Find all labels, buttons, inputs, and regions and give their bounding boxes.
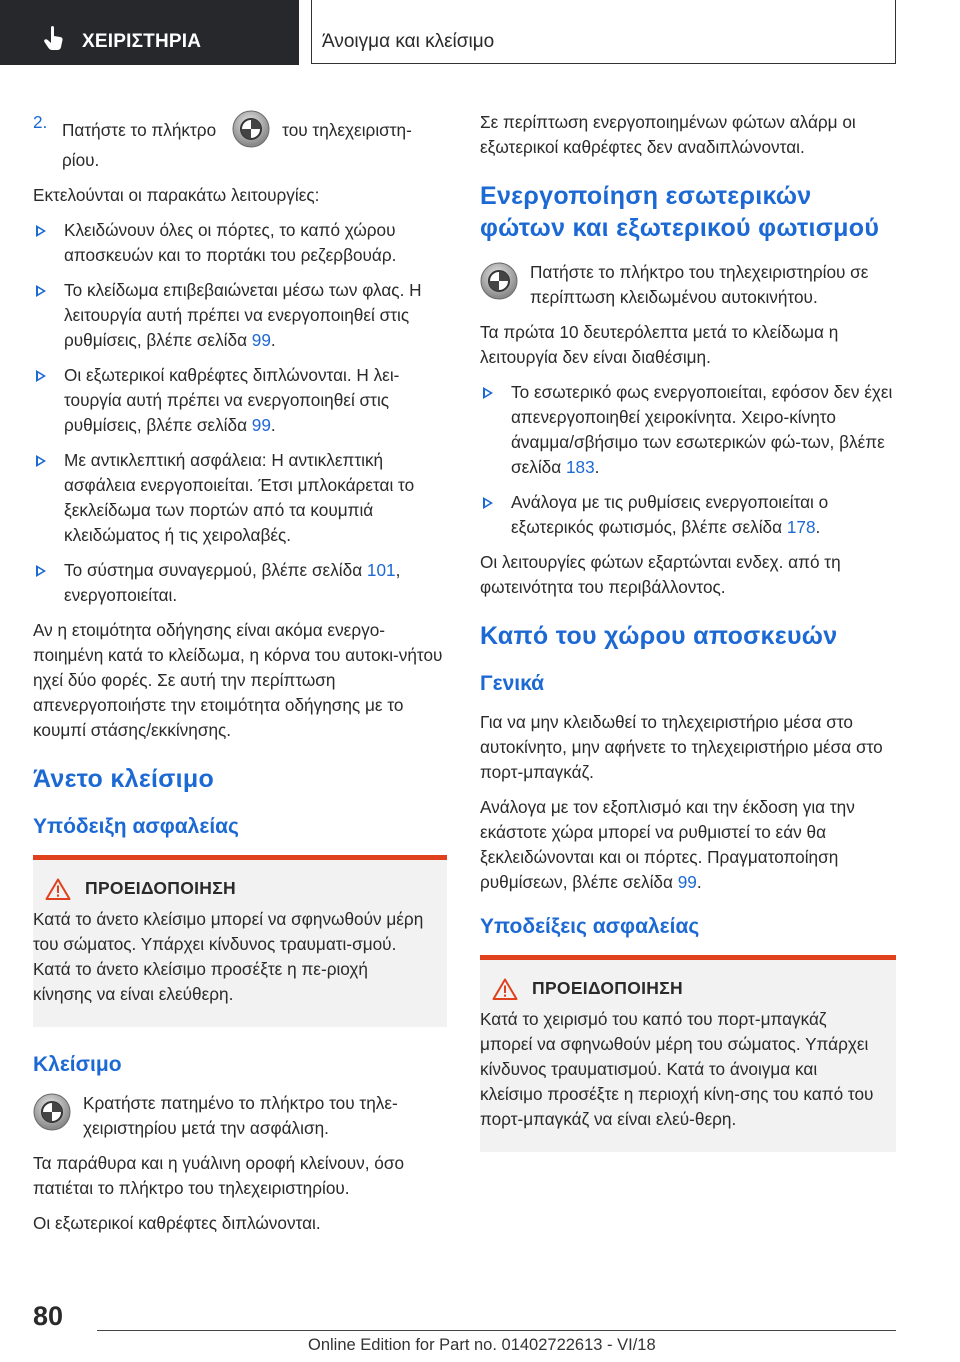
list-item: Οι εξωτερικοί καθρέφτες διπλώνονται. Η λει-τουργία αυτή πρέπει να ενεργοποιηθεί στις ρυθμίσεις, βλέπε σελίδα 99. — [33, 363, 447, 438]
triangle-bullet-icon — [36, 370, 46, 382]
triangle-bullet-icon — [483, 497, 493, 509]
warning-body: Κατά το άνετο κλείσιμο μπορεί να σφηνωθούν μέρη του σώματος. Υπάρχει κίνδυνος τραυματι-σμού. Κατά το άνετο κλείσιμο προσέξτε η πε-ριοχή κίνησης να είναι ελεύθερη. — [33, 909, 424, 1004]
close-step-text: Κρατήστε πατημένο το πλήκτρο του τηλε-χειριστηρίου μετά την ασφάλιση. — [83, 1093, 398, 1138]
triangle-bullet-icon — [483, 387, 493, 399]
list-item: Κλειδώνουν όλες οι πόρτες, το καπό χώρου αποσκευών και το πορτάκι του ρεζερβουάρ. — [33, 218, 447, 268]
general-paragraph-2: Ανάλογα με τον εξοπλισμό και την έκδοση για την εκάστοτε χώρα μπορεί να ρυθμιστεί το εάν θα ξεκλειδώνονται και οι πόρτες. Πραγματοποίηση ρυθμίσεων, βλέπε σελίδα 99. — [480, 797, 855, 892]
page-link[interactable]: 99 — [251, 415, 271, 435]
step-text-post: του τηλεχειριστη-ρίου. — [62, 120, 412, 170]
alarm-paragraph: Σε περίπτωση ενεργοποιημένων φώτων αλάρμ οι εξωτερικοί καθρέφτες δεν αναδιπλώνονται. — [480, 112, 856, 157]
heading-comfort-close: Άνετο κλείσιμο — [33, 765, 215, 793]
close-step — [33, 1091, 447, 1141]
step-text-pre: Πατήστε το πλήκτρο — [62, 120, 217, 140]
bmw-key-button-icon — [480, 262, 518, 300]
lights-paragraph: Τα πρώτα 10 δευτερόλεπτα μετά το κλείδωμα η λειτουργία δεν είναι διαθέσιμη. — [480, 322, 839, 367]
list-item: Το σύστημα συναγερμού, βλέπε σελίδα 101, ενεργοποιείται. — [33, 558, 447, 608]
heading-safety-note: Υπόδειξη ασφαλείας — [33, 815, 239, 838]
list-item: Το εσωτερικό φως ενεργοποιείται, εφόσον δεν έχει απενεργοποιηθεί χειροκίνητα. Χειρο-κίνητο άναμμα/σβήσιμο των εσωτερικών φώ-των, βλέπε σελίδα 183. — [480, 380, 896, 480]
heading-general: Γενικά — [480, 672, 545, 695]
triangle-bullet-icon — [36, 455, 46, 467]
chapter-box — [311, 0, 896, 64]
page-link[interactable]: 99 — [677, 872, 697, 892]
right-column — [480, 110, 896, 1176]
chapter-title: Άνοιγμα και κλείσιμο — [322, 31, 495, 52]
warning-body: Κατά το χειρισμό του καπό του πορτ-μπαγκάζ μπορεί να σφηνωθούν μέρη του σώματος. Υπάρχει κίνδυνος τραυματισμού. Κατά το άνοιγμα και κλείσιμο προσέξτε η περιοχή κίνη-σης του καπό του πορτ-μπαγκάζ να είναι ελεύ-θερη. — [480, 1009, 874, 1129]
triangle-bullet-icon — [36, 225, 46, 237]
heading-trunk: Καπό του χώρου αποσκευών — [480, 622, 838, 650]
close-paragraph-2: Οι εξωτερικοί καθρέφτες διπλώνονται. — [33, 1213, 321, 1233]
triangle-bullet-icon — [36, 285, 46, 297]
bmw-key-button-icon — [33, 1093, 71, 1131]
section-title: ΧΕΙΡΙΣΤΗΡΙΑ — [82, 31, 202, 52]
heading-lights: Ενεργοποίηση εσωτερικών φώτων και εξωτερικού φωτισμού — [480, 182, 880, 242]
lights-step — [480, 260, 896, 310]
left-column — [33, 110, 447, 1246]
warning-title: ΠΡΟΕΙΔΟΠΟΙΗΣΗ — [85, 878, 236, 898]
edition-footer: Online Edition for Part no. 01402722613 - VI/18 — [308, 1336, 656, 1354]
functions-intro: Εκτελούνται οι παρακάτω λειτουργίες: — [33, 185, 320, 205]
lights-paragraph-2: Οι λειτουργίες φώτων εξαρτώνται ενδεχ. από τη φωτεινότητα του περιβάλλοντος. — [480, 552, 841, 597]
page-link[interactable]: 99 — [251, 330, 271, 350]
ready-paragraph: Αν η ετοιμότητα οδήγησης είναι ακόμα ενεργο-ποιημένη κατά το κλείδωμα, η κόρνα του αυτοκι-νήτου ηχεί δύο φορές. Σε αυτή την περίπτωση απενεργοποιήστε την ετοιμότητα οδήγησης με το κουμπί στάσης/εκκίνησης. — [33, 620, 443, 740]
lights-step-text: Πατήστε το πλήκτρο του τηλεχειριστηρίου σε περίπτωση κλειδωμένου αυτοκινήτου. — [530, 262, 869, 307]
bmw-key-button-icon — [232, 110, 270, 148]
warning-triangle-icon — [492, 978, 518, 1000]
heading-safety-notes: Υποδείξεις ασφαλείας — [480, 915, 700, 938]
step-2 — [33, 110, 447, 173]
heading-close: Κλείσιμο — [33, 1053, 122, 1076]
page-link[interactable]: 178 — [786, 517, 816, 537]
page-link[interactable]: 101 — [366, 560, 396, 580]
list-item: Ανάλογα με τις ρυθμίσεις ενεργοποιείται ο εξωτερικός φωτισμός, βλέπε σελίδα 178. — [480, 490, 896, 540]
list-item: Με αντικλεπτική ασφάλεια: Η αντικλεπτική ασφάλεια ενεργοποιείται. Έτσι μπλοκάρεται το ξεκλείδωμα των πορτών από τα κουμπιά κλειδώματος ή τις χειρολαβές. — [33, 448, 447, 548]
warning-title: ΠΡΟΕΙΔΟΠΟΙΗΣΗ — [532, 978, 683, 998]
list-item: Το κλείδωμα επιβεβαιώνεται μέσω των φλας. Η λειτουργία αυτή πρέπει να ενεργοποιηθεί στις ρυθμίσεις, βλέπε σελίδα 99. — [33, 278, 447, 353]
triangle-bullet-icon — [36, 565, 46, 577]
warning-triangle-icon — [45, 878, 71, 900]
page-link[interactable]: 183 — [565, 457, 595, 477]
page-number: 80 — [33, 1301, 64, 1331]
hand-pointer-icon — [44, 26, 64, 50]
general-paragraph-1: Για να μην κλειδωθεί το τηλεχειριστήριο μέσα στο αυτοκίνητο, μην αφήνετε το τηλεχειριστήριο μέσα στο πορτ-μπαγκάζ. — [480, 712, 883, 782]
warning-box — [480, 955, 896, 1152]
warning-box — [33, 855, 447, 1027]
footer-divider — [97, 1330, 896, 1331]
step-number: 2. — [33, 112, 48, 132]
section-tab — [0, 0, 299, 65]
close-paragraph-1: Τα παράθυρα και η γυάλινη οροφή κλείνουν, όσο πατιέται το πλήκτρο του τηλεχειριστηρίου. — [33, 1153, 405, 1198]
